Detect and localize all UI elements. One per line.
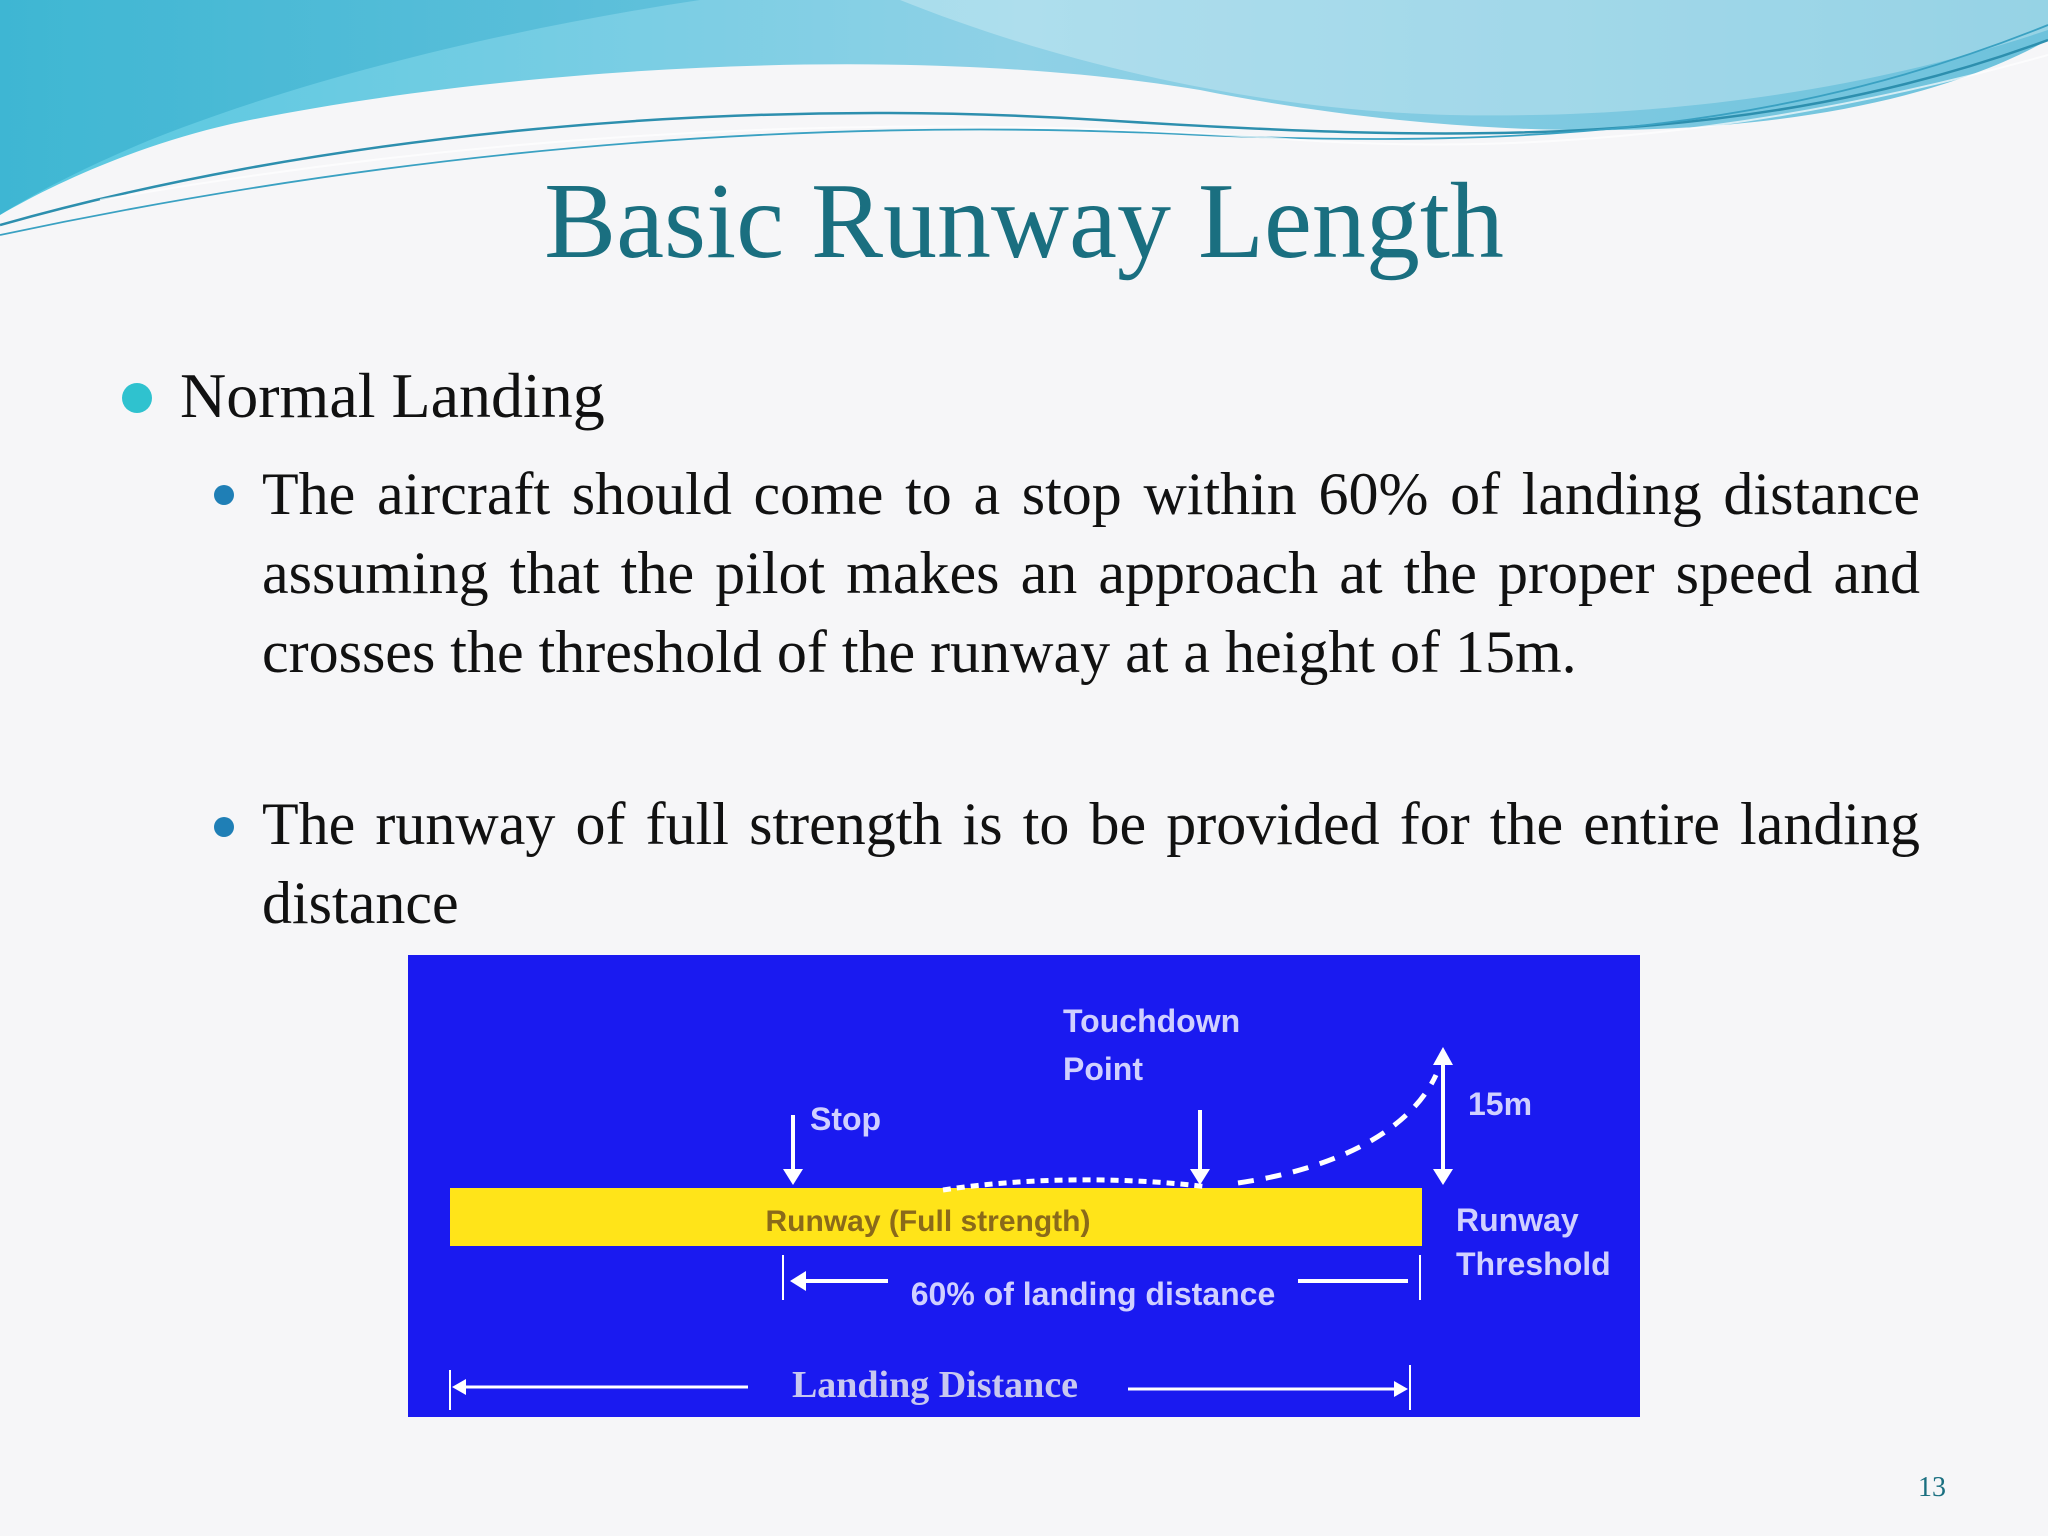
sub-bullet-stop-within: The aircraft should come to a stop within 60% of landing distance assuming that the pilot makes an approach at the proper speed and crosses the threshold of the runway at a height of 15m.: [262, 461, 1920, 685]
threshold-label-2: Threshold: [1456, 1246, 1611, 1282]
bullet-dot: [214, 485, 234, 505]
bullet-dot: [122, 383, 152, 413]
slide-title: Basic Runway Length: [544, 162, 1504, 281]
touchdown-label-1: Touchdown: [1063, 1003, 1241, 1039]
page-number: 13: [1918, 1472, 1946, 1503]
bullet-normal-landing: Normal Landing: [180, 360, 605, 431]
runway-diagram: [408, 955, 1640, 1417]
approach-path: [1238, 1075, 1436, 1183]
threshold-label-1: Runway: [1456, 1202, 1579, 1238]
touchdown-label-2: Point: [1063, 1051, 1143, 1087]
stop-label: Stop: [810, 1101, 882, 1137]
bullet-dot: [214, 817, 234, 837]
height-label: 15m: [1468, 1086, 1533, 1122]
sixty-percent-label: 60% of landing distance: [910, 1276, 1276, 1312]
sub-bullet-full-strength: The runway of full strength is to be provided for the entire landing distance: [262, 791, 1920, 936]
landing-distance-label: Landing Distance: [791, 1364, 1079, 1406]
runway-label: Runway (Full strength): [765, 1205, 1091, 1238]
